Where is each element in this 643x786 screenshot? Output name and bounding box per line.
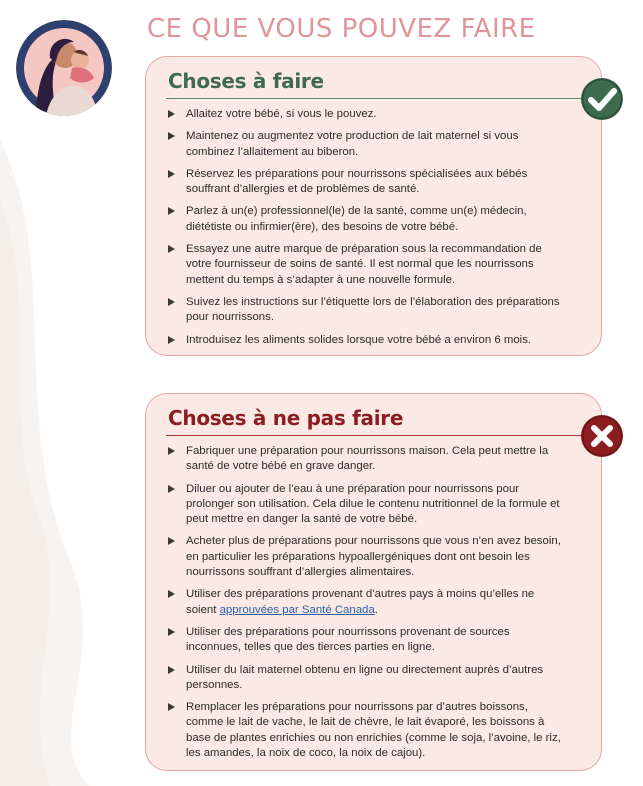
health-canada-link[interactable]: approuvées par Santé Canada [219, 603, 375, 616]
x-circle-icon [580, 414, 624, 458]
list-item: Fabriquer une préparation pour nourrissons maison. Cela peut mettre la santé de votre bébé en grave danger. [168, 444, 563, 475]
arrow-bullet-icon [168, 628, 175, 636]
list-item: Parlez à un(e) professionnel(le) de la santé, comme un(e) médecin, diététiste ou infirmier(ère), des besoins de votre bébé. [168, 204, 563, 235]
arrow-bullet-icon [168, 590, 175, 598]
dont-card [145, 393, 602, 771]
arrow-bullet-icon [168, 207, 175, 215]
check-circle-icon [580, 77, 624, 121]
list-item: Utiliser du lait maternel obtenu en ligne ou directement auprès d’autres personnes. [168, 663, 563, 694]
list-item: Maintenez ou augmentez votre production de lait maternel si vous combinez l’allaitement au biberon. [168, 129, 563, 160]
arrow-bullet-icon [168, 666, 175, 674]
do-card-title: Choses à faire [168, 69, 324, 93]
list-item: Allaitez votre bébé, si vous le pouvez. [168, 107, 563, 122]
arrow-bullet-icon [168, 537, 175, 545]
do-card [145, 56, 602, 356]
list-item: Utiliser des préparations provenant d’autres pays à moins qu’elles ne soient approuvées par Santé Canada. [168, 587, 563, 618]
arrow-bullet-icon [168, 447, 175, 455]
list-item: Remplacer les préparations pour nourrissons par d’autres boissons, comme le lait de vache, le lait de chèvre, le lait évaporé, les boissons à base de plantes enrichies ou non enrichies (comme le soja, l’avoine, le riz, les amandes, la noix de coco, la noix de cajou). [168, 700, 563, 761]
do-badge [580, 77, 624, 121]
dont-list [168, 444, 563, 768]
dont-badge [580, 414, 624, 458]
arrow-bullet-icon [168, 298, 175, 306]
list-item: Suivez les instructions sur l’étiquette lors de l’élaboration des préparations pour nourrissons. [168, 295, 563, 326]
arrow-bullet-icon [168, 485, 175, 493]
arrow-bullet-icon [168, 336, 175, 344]
do-list [168, 107, 563, 355]
list-item: Utiliser des préparations pour nourrissons provenant de sources inconnues, telles que des tierces parties en ligne. [168, 625, 563, 656]
list-item: Introduisez les aliments solides lorsque votre bébé a environ 6 mois. [168, 333, 563, 348]
arrow-bullet-icon [168, 245, 175, 253]
list-item: Essayez une autre marque de préparation sous la recommandation de votre fournisseur de soins de santé. Il est normal que les nourrissons mettent du temps à s’adapter à une nouvelle formule. [168, 242, 563, 288]
arrow-bullet-icon [168, 132, 175, 140]
mother-baby-illustration-icon [16, 20, 112, 116]
arrow-bullet-icon [168, 703, 175, 711]
dont-card-title: Choses à ne pas faire [168, 406, 404, 430]
do-card-divider [166, 98, 601, 99]
list-item: Acheter plus de préparations pour nourrissons que vous n’en avez besoin, en particulier les préparations hypoallergéniques dont ont besoin les nourrissons souffrant d’allergies alimentaires. [168, 534, 563, 580]
dont-card-divider [166, 435, 601, 436]
page-title: CE QUE VOUS POUVEZ FAIRE [147, 14, 536, 44]
arrow-bullet-icon [168, 170, 175, 178]
list-item: Diluer ou ajouter de l’eau à une préparation pour nourrissons pour prolonger son utilisation. Cela dilue le contenu nutritionnel de la formule et peut mettre en danger la santé de votre bébé. [168, 482, 563, 528]
list-item: Réservez les préparations pour nourrissons spécialisées aux bébés souffrant d’allergies et de problèmes de santé. [168, 167, 563, 198]
avatar [16, 20, 112, 116]
arrow-bullet-icon [168, 110, 175, 118]
